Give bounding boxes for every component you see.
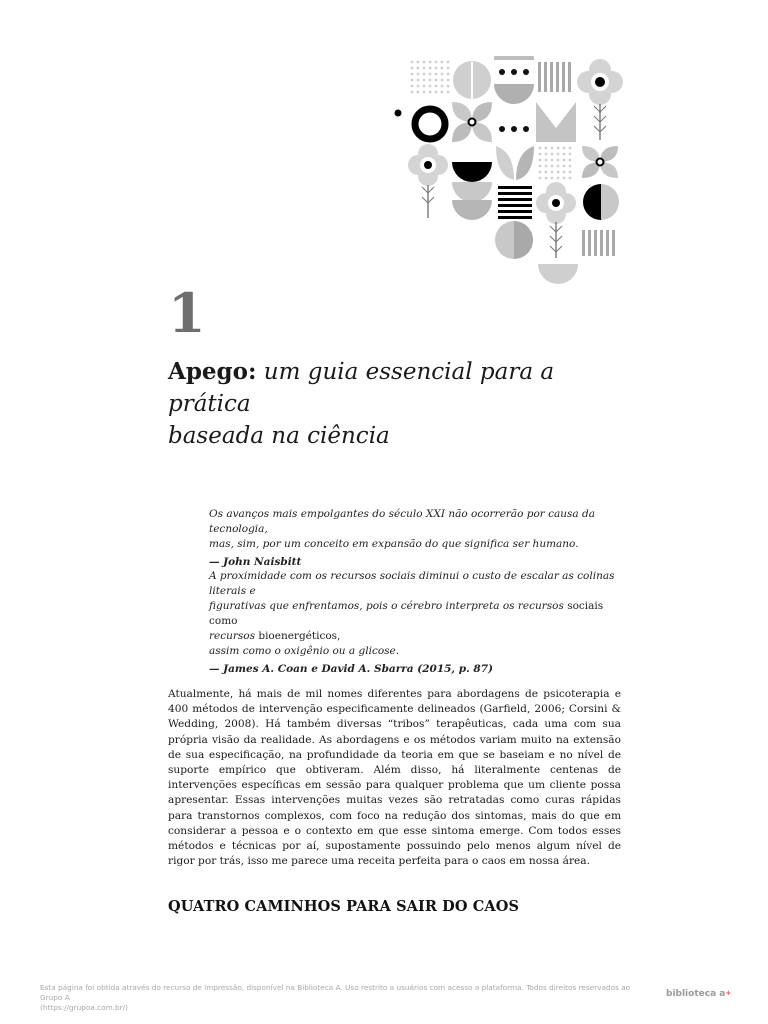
- flower-center: [536, 182, 576, 258]
- epigraph-2-line2-upright: sociais como: [209, 600, 604, 627]
- biblioteca-a-logo: [666, 989, 731, 999]
- chapter-title-bold: Apego:: [168, 358, 257, 385]
- half-circle-bowl-1: [494, 84, 534, 104]
- epigraph-2-line1: A proximidade com os recursos sociais diminui o custo de escalar as colinas literais e: [209, 570, 615, 597]
- chapter-number: 1: [168, 281, 206, 345]
- leaf-pair: [496, 146, 534, 180]
- epigraph-2-line2-italic: figurativas que enfrentamos, pois o cérebro interpreta os recursos: [209, 600, 568, 612]
- epigraph-2-line3-upright: bioenergéticos,: [258, 630, 341, 642]
- footer-note-line2: (https://grupoa.com.br/): [40, 1003, 128, 1012]
- epigraph-1-line2: mas, sim, por um conceito em expansão do que significa ser humano.: [209, 538, 579, 550]
- gray-bowl-1: [452, 182, 492, 202]
- footer-copyright-note: [40, 983, 640, 1013]
- vertical-stripes-bottom: [582, 230, 615, 256]
- black-bowl: [452, 162, 492, 182]
- epigraph-2-line3: [209, 629, 629, 644]
- epigraph-2-line2: [209, 599, 629, 629]
- chapter-title-italic-line1: um guia essencial para a prática: [168, 359, 555, 417]
- tulip-shape: [536, 102, 576, 142]
- small-black-dot: [395, 110, 402, 117]
- three-dots-row-1: [499, 69, 529, 75]
- black-ring: [415, 109, 445, 139]
- epigraph-2-line4: assim como o oxigênio ou a glicose.: [209, 645, 400, 657]
- pinwheel-left: [452, 102, 492, 142]
- horizontal-stripes: [498, 186, 532, 219]
- dot-grid-top-left: [411, 61, 450, 94]
- logo-mark-icon: +: [725, 989, 732, 997]
- epigraph-2-line3-italic: recursos: [209, 630, 259, 642]
- section-heading: QUATRO CAMINHOS PARA SAIR DO CAOS: [168, 898, 520, 915]
- half-circle-top: [494, 56, 534, 60]
- split-gray-circle: [495, 221, 533, 259]
- flower-left: [408, 144, 448, 218]
- geometric-flower-illustration: [392, 56, 632, 288]
- half-black-circle: [583, 184, 619, 220]
- epigraph-1: [209, 507, 629, 570]
- three-dots-row-2: [499, 126, 529, 132]
- chapter-title: [168, 356, 638, 452]
- pinwheel-right: [582, 146, 618, 178]
- footer-note-line1: Esta página foi obtida através do recurso de impressão, disponível na Biblioteca A. Uso restrito a usuários com acesso a plataforma. Todos direitos reservados ao Grupo A: [40, 983, 631, 1002]
- body-paragraph: Atualmente, há mais de mil nomes diferentes para abordagens de psicoterapia e 400 métodos de intervenção especificamente delineados (Garfield, 2006; Corsini & Wedding, 2008). Há também diversas “tribos” terapêuticas, cada uma com sua própria visão da realidade. As abordagens e os métodos variam muito na extensão de sua especificação, na profundidade da teoria em que se baseiam e no nível de suporte empírico que obtiveram. Além disso, há literalmente centenas de intervenções específicas em sessão para qualquer problema que um cliente possa apresentar. Essas intervenções muitas vezes são retratadas como curas rápidas para transtornos complexos, com foco na redução dos sintomas, mais do que em considerar a pessoa e o contexto em que esse sintoma emerge. Com todos esses métodos e técnicas por aí, supostamente possuindo pelo menos algum nível de rigor por trás, isso me parece uma receita perfeita para o caos em nossa área.: [168, 688, 621, 868]
- logo-text: biblioteca a: [666, 989, 726, 999]
- flower-top-right: [577, 59, 623, 140]
- epigraph-2-author: — James A. Coan e David A. Sbarra (2015, p. 87): [209, 663, 493, 675]
- vertical-stripes-top: [538, 62, 571, 92]
- chapter-title-italic-line2: baseada na ciência: [168, 423, 390, 449]
- epigraph-1-author: — John Naisbitt: [209, 556, 302, 568]
- epigraph-2: [209, 569, 629, 677]
- dot-grid-middle: [539, 147, 572, 180]
- gray-bowl-2: [452, 200, 492, 220]
- half-circle-bottom: [538, 264, 578, 284]
- epigraph-1-line1: Os avanços mais empolgantes do século XXI não ocorrerão por causa da tecnologia,: [209, 508, 595, 535]
